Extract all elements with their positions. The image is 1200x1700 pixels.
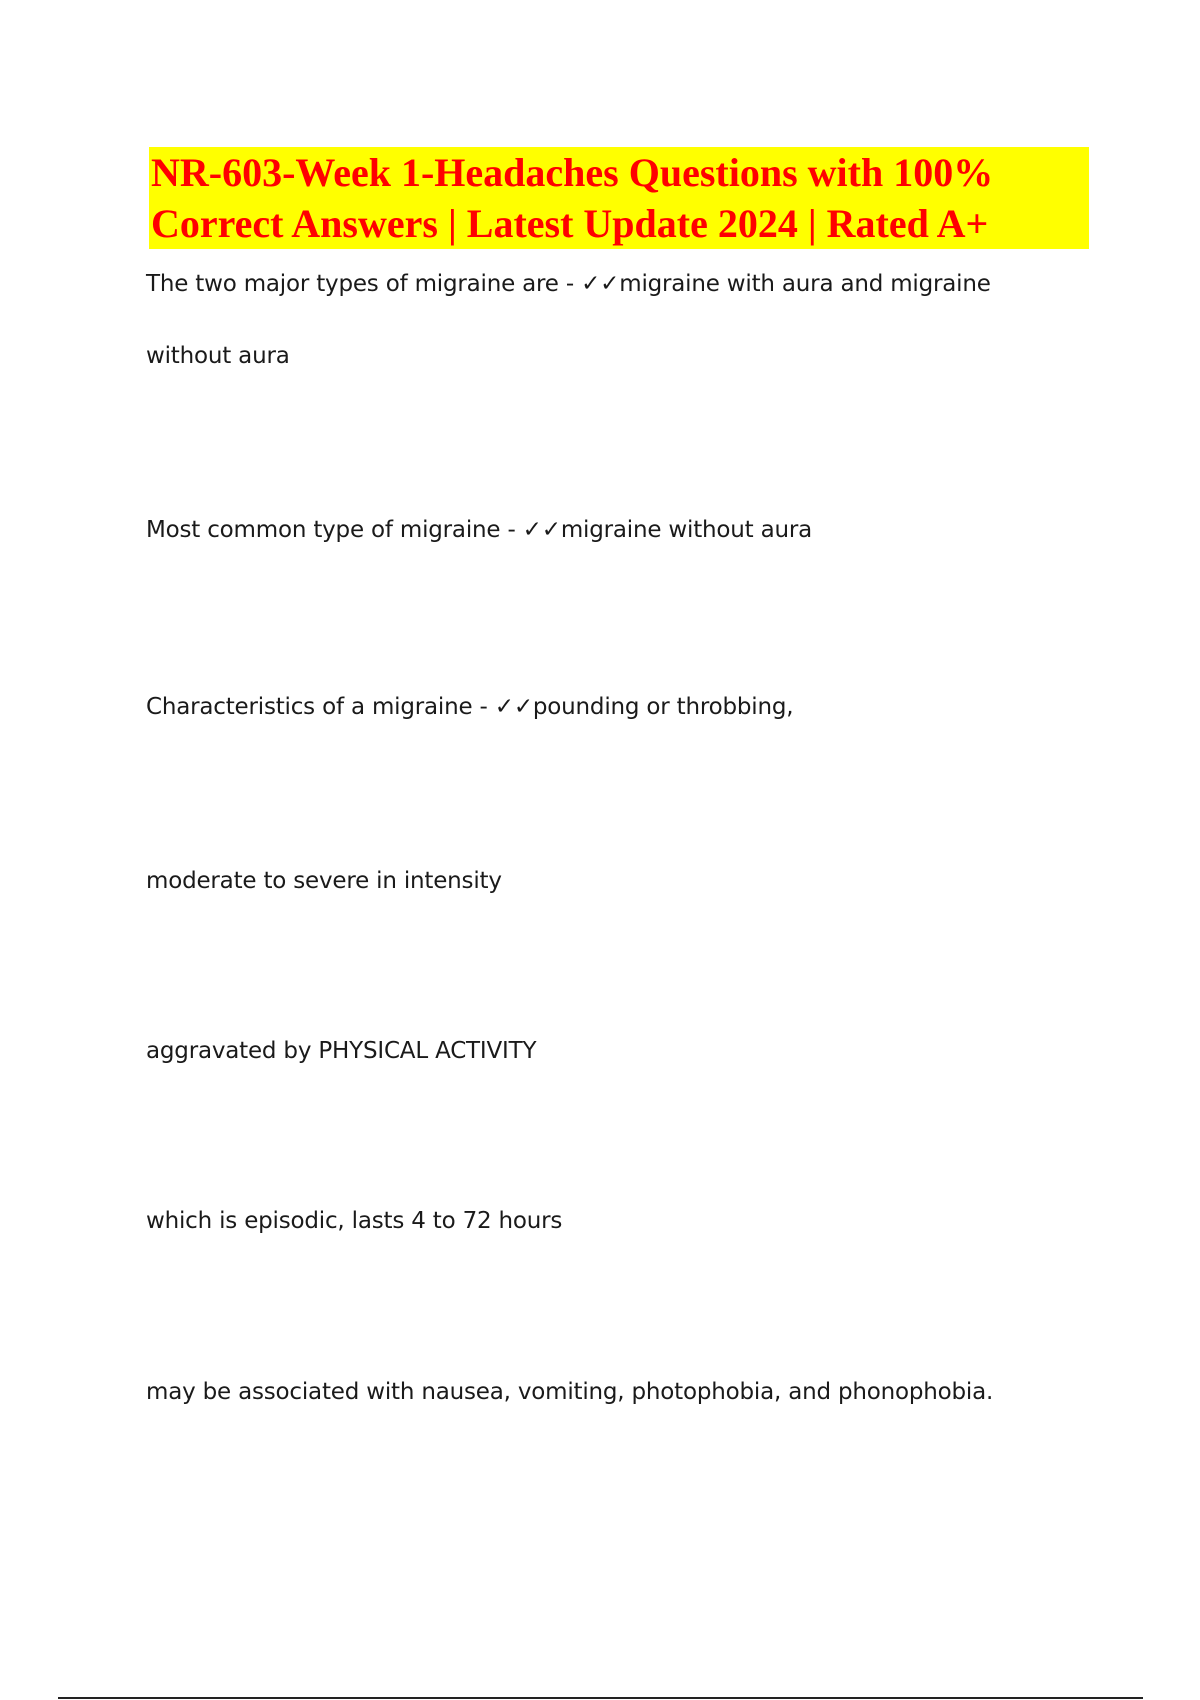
check-mark-icon: ✓✓ (581, 271, 620, 297)
question-text: Characteristics of a migraine - (146, 694, 495, 720)
qa-item-3-line-2 (146, 866, 502, 896)
qa-item-1-line-2 (146, 341, 290, 371)
answer-text: migraine with aura and migraine (619, 271, 991, 297)
document-title (149, 147, 1089, 249)
check-mark-icon: ✓✓ (522, 517, 561, 543)
question-text: Most common type of migraine - (146, 517, 523, 543)
page-bottom-divider (58, 1697, 1143, 1699)
qa-item-3-line-4 (146, 1206, 562, 1236)
qa-item-3-line-5 (146, 1377, 993, 1407)
check-mark-icon: ✓✓ (494, 694, 533, 720)
answer-text: pounding or throbbing, (532, 694, 794, 720)
answer-text: may be associated with nausea, vomiting, photophobia, and phonophobia. (146, 1379, 994, 1405)
qa-item-3-line-3 (146, 1036, 536, 1066)
question-text: The two major types of migraine are - (146, 271, 582, 297)
answer-text: moderate to severe in intensity (146, 868, 502, 894)
answer-text: which is episodic, lasts 4 to 72 hours (146, 1208, 563, 1234)
answer-text: migraine without aura (560, 517, 812, 543)
title-line-2: Correct Answers | Latest Update 2024 | Rated A+ (151, 201, 989, 246)
qa-item-1-line-1 (146, 269, 991, 299)
title-line-1: NR-603-Week 1-Headaches Questions with 100% (151, 150, 994, 195)
answer-text: without aura (146, 343, 290, 369)
qa-item-3-line-1 (146, 692, 793, 722)
qa-item-2-line-1 (146, 515, 812, 545)
answer-text: aggravated by PHYSICAL ACTIVITY (146, 1038, 537, 1064)
